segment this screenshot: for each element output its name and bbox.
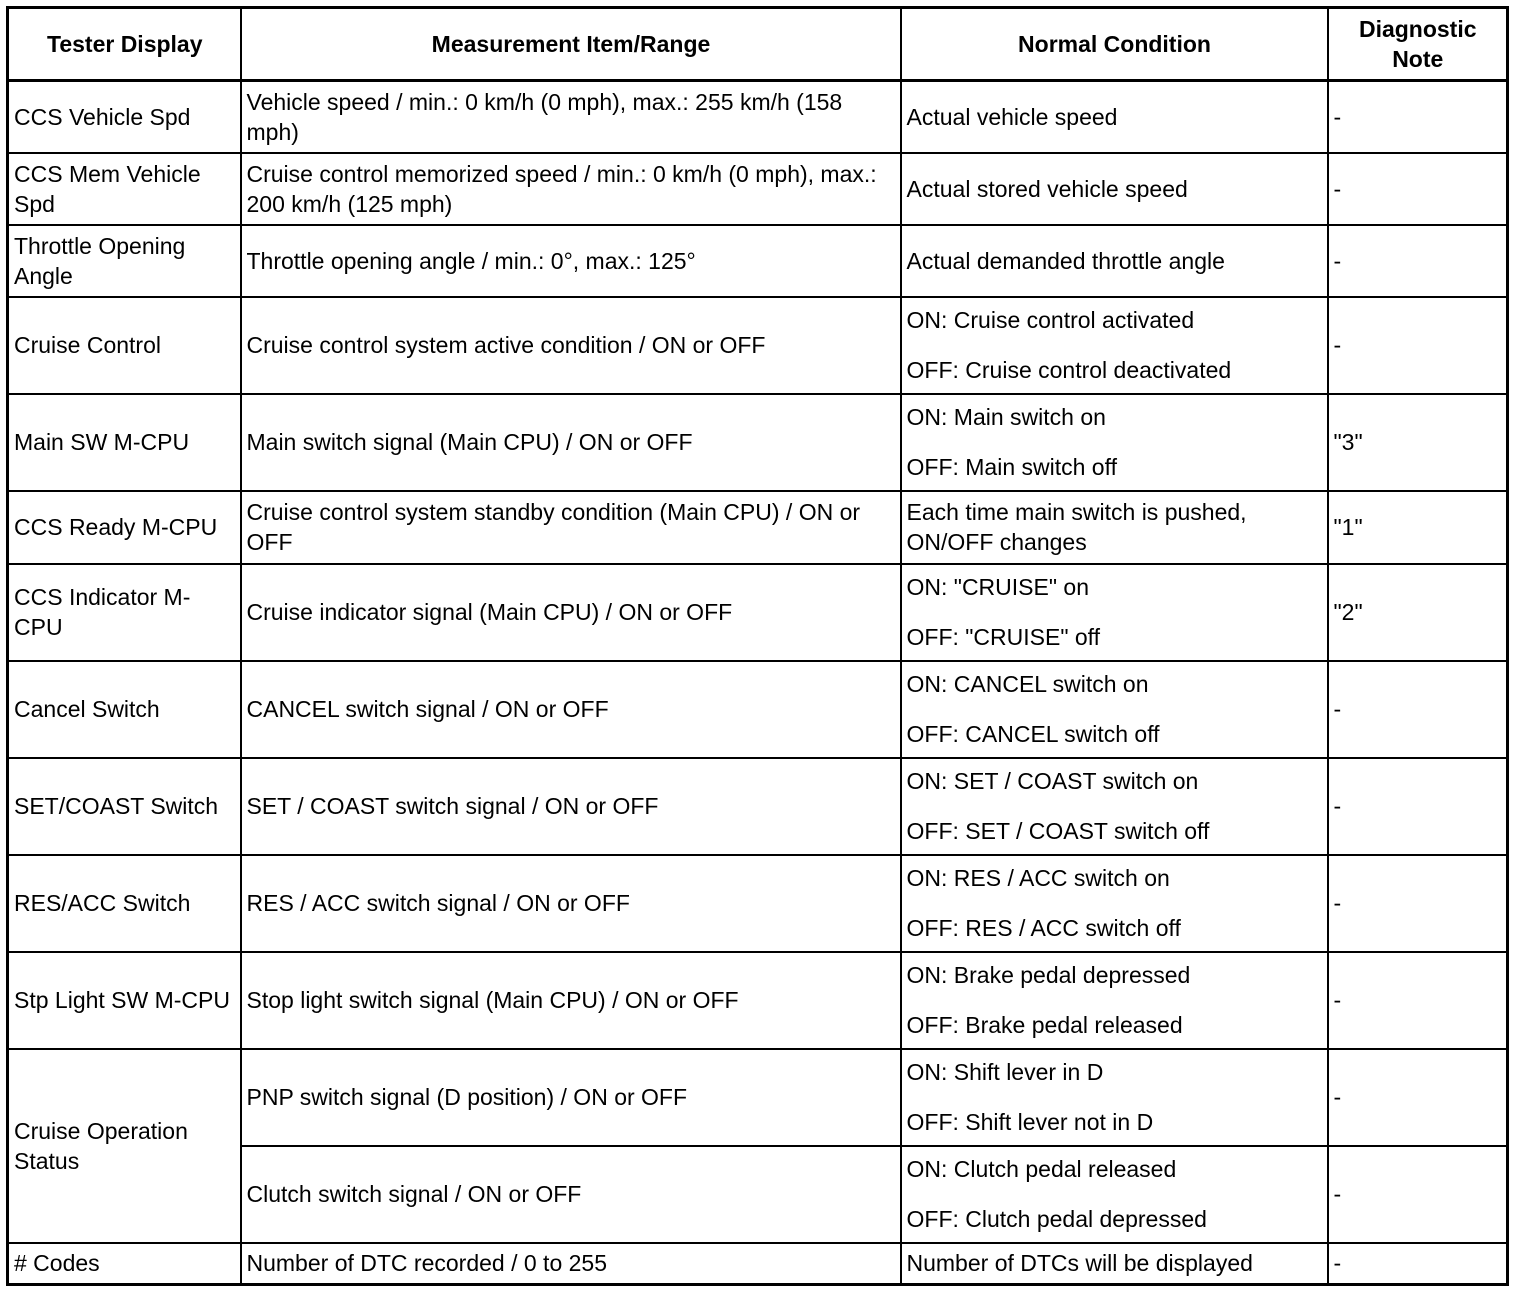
tester-display-cell: # Codes bbox=[8, 1243, 241, 1285]
diagnostic-note-cell: - bbox=[1328, 153, 1508, 225]
normal-condition-cell: Actual vehicle speed bbox=[901, 81, 1328, 153]
diagnostic-note-cell: "3" bbox=[1328, 394, 1508, 491]
table-row bbox=[8, 297, 1508, 394]
table-row bbox=[8, 564, 1508, 661]
diagnostic-note-cell: - bbox=[1328, 297, 1508, 394]
measurement-cell: Cruise indicator signal (Main CPU) / ON or OFF bbox=[241, 564, 901, 661]
normal-on-text: ON: SET / COAST switch on bbox=[906, 768, 1199, 794]
tester-display-cell: CCS Indicator M-CPU bbox=[8, 564, 241, 661]
measurement-cell: Cruise control system standby condition (Main CPU) / ON or OFF bbox=[241, 491, 901, 564]
diagnostic-note-cell: - bbox=[1328, 758, 1508, 855]
measurement-cell: PNP switch signal (D position) / ON or OFF bbox=[241, 1049, 901, 1146]
tester-display-cell: Stp Light SW M-CPU bbox=[8, 952, 241, 1049]
table-row bbox=[8, 225, 1508, 297]
tester-display-cell: RES/ACC Switch bbox=[8, 855, 241, 952]
normal-condition-cell bbox=[901, 855, 1328, 952]
table-row bbox=[8, 952, 1508, 1049]
tester-display-cell: Cruise Control bbox=[8, 297, 241, 394]
normal-condition-cell bbox=[901, 661, 1328, 758]
table-row bbox=[8, 153, 1508, 225]
tester-display-cell: Cruise Operation Status bbox=[8, 1049, 241, 1243]
normal-on-text: ON: RES / ACC switch on bbox=[906, 865, 1170, 891]
table-row bbox=[8, 855, 1508, 952]
measurement-cell: Number of DTC recorded / 0 to 255 bbox=[241, 1243, 901, 1285]
normal-on-text: ON: Brake pedal depressed bbox=[906, 962, 1191, 988]
tester-display-cell: Main SW M-CPU bbox=[8, 394, 241, 491]
normal-off-text: OFF: CANCEL switch off bbox=[906, 721, 1160, 747]
normal-condition-cell: Actual demanded throttle angle bbox=[901, 225, 1328, 297]
diagnostic-note-cell: - bbox=[1328, 81, 1508, 153]
tester-display-cell: Cancel Switch bbox=[8, 661, 241, 758]
tester-display-cell: CCS Ready M-CPU bbox=[8, 491, 241, 564]
measurement-cell: Vehicle speed / min.: 0 km/h (0 mph), max.: 255 km/h (158 mph) bbox=[241, 81, 901, 153]
table-row bbox=[8, 491, 1508, 564]
measurement-cell: Stop light switch signal (Main CPU) / ON or OFF bbox=[241, 952, 901, 1049]
diagnostic-note-cell: "2" bbox=[1328, 564, 1508, 661]
measurement-cell: RES / ACC switch signal / ON or OFF bbox=[241, 855, 901, 952]
table-row bbox=[8, 81, 1508, 153]
table-row bbox=[8, 1049, 1508, 1146]
measurement-cell: Cruise control memorized speed / min.: 0 km/h (0 mph), max.: 200 km/h (125 mph) bbox=[241, 153, 901, 225]
normal-off-text: OFF: SET / COAST switch off bbox=[906, 818, 1210, 844]
header-normal-condition: Normal Condition bbox=[901, 8, 1328, 81]
measurement-cell: Main switch signal (Main CPU) / ON or OFF bbox=[241, 394, 901, 491]
normal-off-text: OFF: Shift lever not in D bbox=[906, 1109, 1154, 1135]
table-row bbox=[8, 661, 1508, 758]
normal-on-text: ON: Clutch pedal released bbox=[906, 1156, 1177, 1182]
tester-display-cell: Throttle Opening Angle bbox=[8, 225, 241, 297]
normal-off-text: OFF: RES / ACC switch off bbox=[906, 915, 1181, 941]
normal-condition-cell bbox=[901, 564, 1328, 661]
normal-off-text: OFF: Cruise control deactivated bbox=[906, 357, 1232, 383]
table-row bbox=[8, 1243, 1508, 1285]
normal-condition-cell: Actual stored vehicle speed bbox=[901, 153, 1328, 225]
header-diagnostic-note: Diagnostic Note bbox=[1328, 8, 1508, 81]
measurement-cell: CANCEL switch signal / ON or OFF bbox=[241, 661, 901, 758]
normal-condition-cell bbox=[901, 758, 1328, 855]
diagnostic-note-cell: "1" bbox=[1328, 491, 1508, 564]
normal-on-text: ON: CANCEL switch on bbox=[906, 671, 1149, 697]
data-list-table bbox=[6, 6, 1509, 1286]
normal-on-text: ON: "CRUISE" on bbox=[906, 574, 1089, 600]
diagnostic-note-cell: - bbox=[1328, 225, 1508, 297]
header-tester-display: Tester Display bbox=[8, 8, 241, 81]
header-measurement: Measurement Item/Range bbox=[241, 8, 901, 81]
normal-condition-cell bbox=[901, 297, 1328, 394]
diagnostic-note-cell: - bbox=[1328, 855, 1508, 952]
diagnostic-note-cell: - bbox=[1328, 1243, 1508, 1285]
diagnostic-note-cell: - bbox=[1328, 661, 1508, 758]
normal-condition-cell bbox=[901, 952, 1328, 1049]
normal-condition-cell bbox=[901, 394, 1328, 491]
normal-off-text: OFF: Clutch pedal depressed bbox=[906, 1206, 1207, 1232]
diagnostic-note-cell: - bbox=[1328, 952, 1508, 1049]
normal-on-text: ON: Cruise control activated bbox=[906, 307, 1195, 333]
tester-display-cell: CCS Mem Vehicle Spd bbox=[8, 153, 241, 225]
normal-condition-cell bbox=[901, 1146, 1328, 1243]
tester-display-cell: CCS Vehicle Spd bbox=[8, 81, 241, 153]
normal-condition-cell bbox=[901, 1049, 1328, 1146]
table-row bbox=[8, 394, 1508, 491]
normal-off-text: OFF: Brake pedal released bbox=[906, 1012, 1183, 1038]
header-row bbox=[8, 8, 1508, 81]
table-row bbox=[8, 758, 1508, 855]
normal-condition-cell: Each time main switch is pushed, ON/OFF changes bbox=[901, 491, 1328, 564]
diagnostic-note-cell: - bbox=[1328, 1049, 1508, 1146]
diagnostic-note-cell: - bbox=[1328, 1146, 1508, 1243]
normal-off-text: OFF: Main switch off bbox=[906, 454, 1117, 480]
normal-condition-cell: Number of DTCs will be displayed bbox=[901, 1243, 1328, 1285]
measurement-cell: Cruise control system active condition / ON or OFF bbox=[241, 297, 901, 394]
tester-display-cell: SET/COAST Switch bbox=[8, 758, 241, 855]
measurement-cell: Clutch switch signal / ON or OFF bbox=[241, 1146, 901, 1243]
measurement-cell: SET / COAST switch signal / ON or OFF bbox=[241, 758, 901, 855]
normal-off-text: OFF: "CRUISE" off bbox=[906, 624, 1101, 650]
normal-on-text: ON: Shift lever in D bbox=[906, 1059, 1104, 1085]
measurement-cell: Throttle opening angle / min.: 0°, max.: 125° bbox=[241, 225, 901, 297]
normal-on-text: ON: Main switch on bbox=[906, 404, 1106, 430]
